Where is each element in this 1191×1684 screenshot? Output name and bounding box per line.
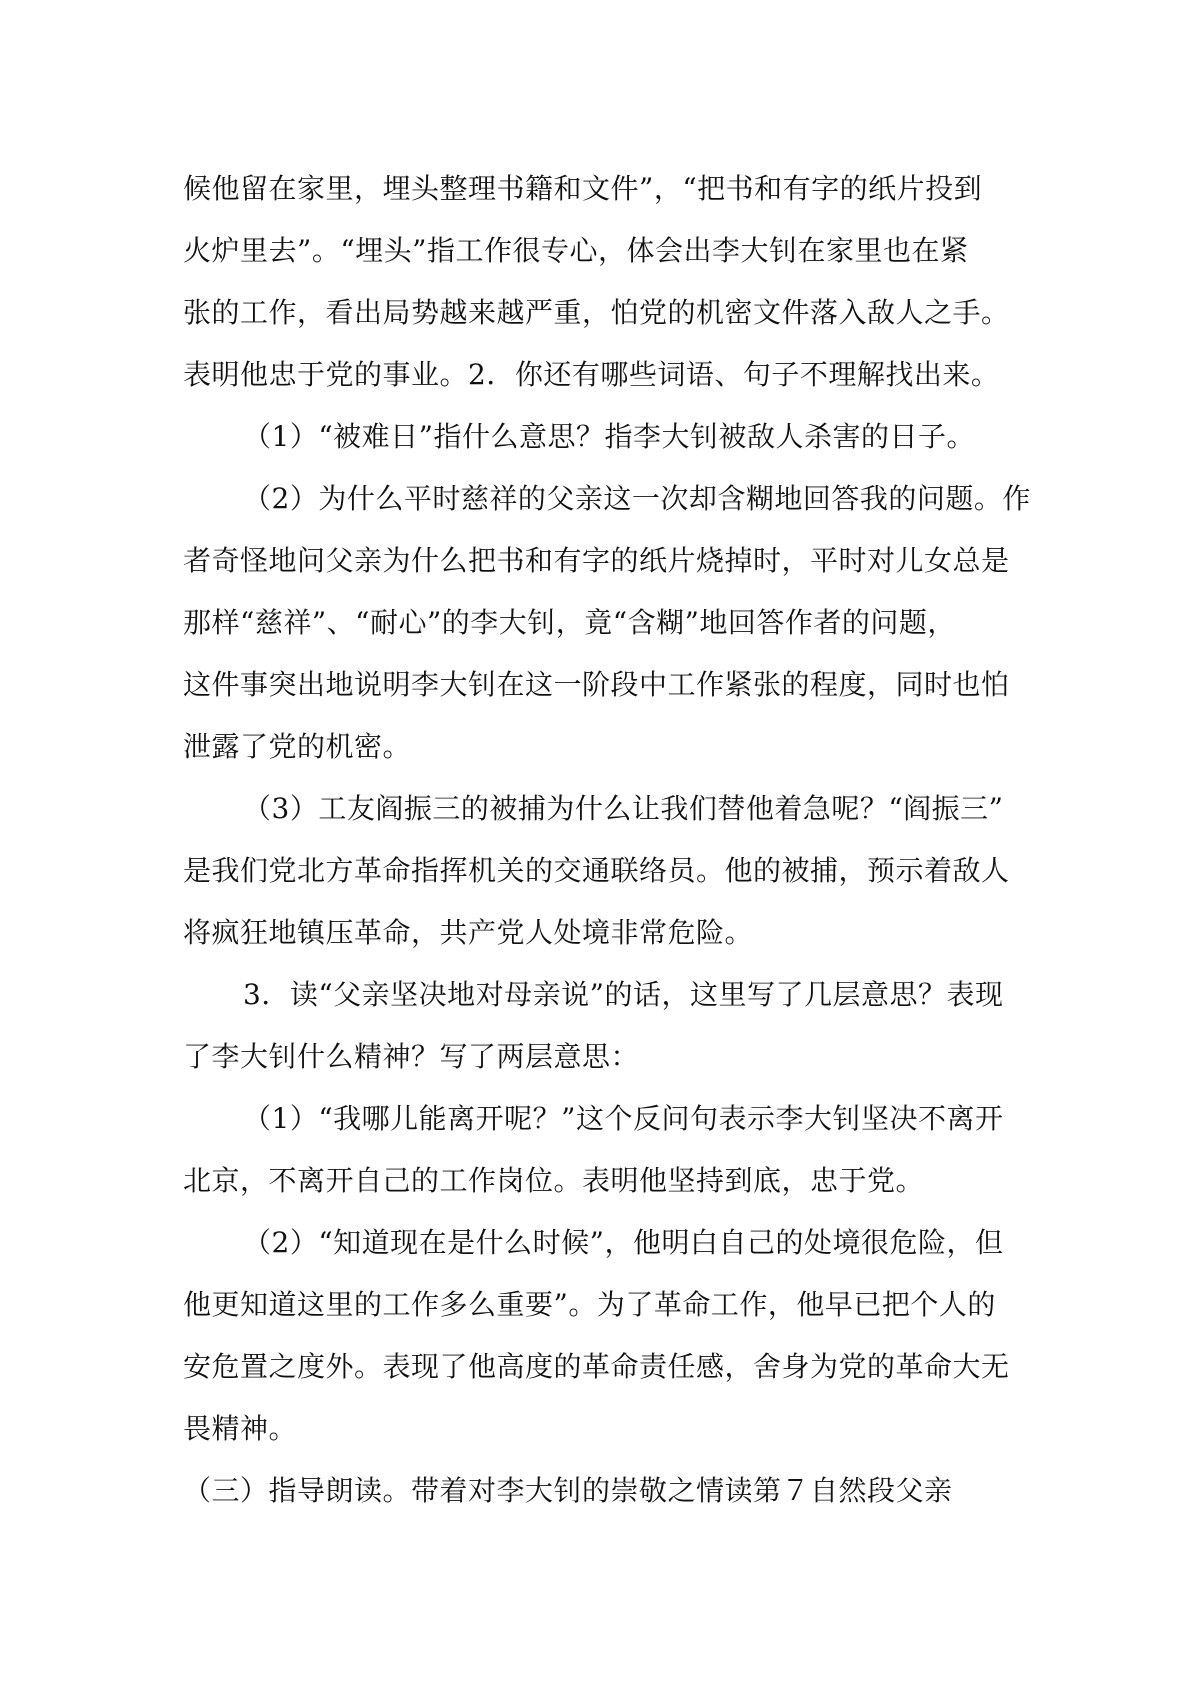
text-line: 表明他忠于党的事业。2．你还有哪些词语、句子不理解找出来。 <box>183 358 1000 391</box>
text-line: 北京，不离开自己的工作岗位。表明他坚持到底，忠于党。 <box>183 1164 925 1197</box>
text-line: 那样“慈祥”、“耐心”的李大钊，竟“含糊”地回答作者的问题， <box>183 606 956 639</box>
body-text <box>183 158 1033 1522</box>
text-line: 畏精神。 <box>183 1412 298 1445</box>
text-line: 候他留在家里，埋头整理书籍和文件”，“把书和有字的纸片投到 <box>183 172 983 205</box>
text-line: 是我们党北方革命指挥机关的交通联络员。他的被捕，预示着敌人 <box>183 854 1010 887</box>
text-line: 将疯狂地镇压革命，共产党人处境非常危险。 <box>183 916 754 949</box>
text-line: 3．读“父亲坚决地对母亲说”的话，这里写了几层意思？表现 <box>243 978 1004 1011</box>
text-line: （1）“我哪儿能离开呢？”这个反问句表示李大钊坚决不离开 <box>243 1102 1004 1135</box>
text-line: 者奇怪地问父亲为什么把书和有字的纸片烧掉时，平时对儿女总是 <box>183 544 1010 577</box>
text-line: 张的工作，看出局势越来越严重，怕党的机密文件落入敌人之手。 <box>183 296 1010 329</box>
text-line: （2）为什么平时慈祥的父亲这一次却含糊地回答我的问题。作 <box>243 482 1031 515</box>
text-line: （3）工友阎振三的被捕为什么让我们替他着急呢？“阎振三” <box>243 792 1004 825</box>
text-line: 他更知道这里的工作多么重要”。为了革命工作，他早已把个人的 <box>183 1288 996 1321</box>
text-line: （三）指导朗读。带着对李大钊的崇敬之情读第７自然段父亲 <box>183 1474 953 1507</box>
text-line: 安危置之度外。表现了他高度的革命责任感，舍身为党的革命大无 <box>183 1350 1010 1383</box>
text-line: 了李大钊什么精神？写了两层意思： <box>183 1040 640 1073</box>
text-line: 火炉里去”。“埋头”指工作很专心，体会出李大钊在家里也在紧 <box>183 234 969 267</box>
text-line: 这件事突出地说明李大钊在这一阶段中工作紧张的程度，同时也怕 <box>183 668 1010 701</box>
text-line: 泄露了党的机密。 <box>183 730 412 763</box>
text-line: （1）“被难日”指什么意思？指李大钊被敌人杀害的日子。 <box>243 420 975 453</box>
text-line: （2）“知道现在是什么时候”，他明白自己的处境很危险，但 <box>243 1226 1004 1259</box>
